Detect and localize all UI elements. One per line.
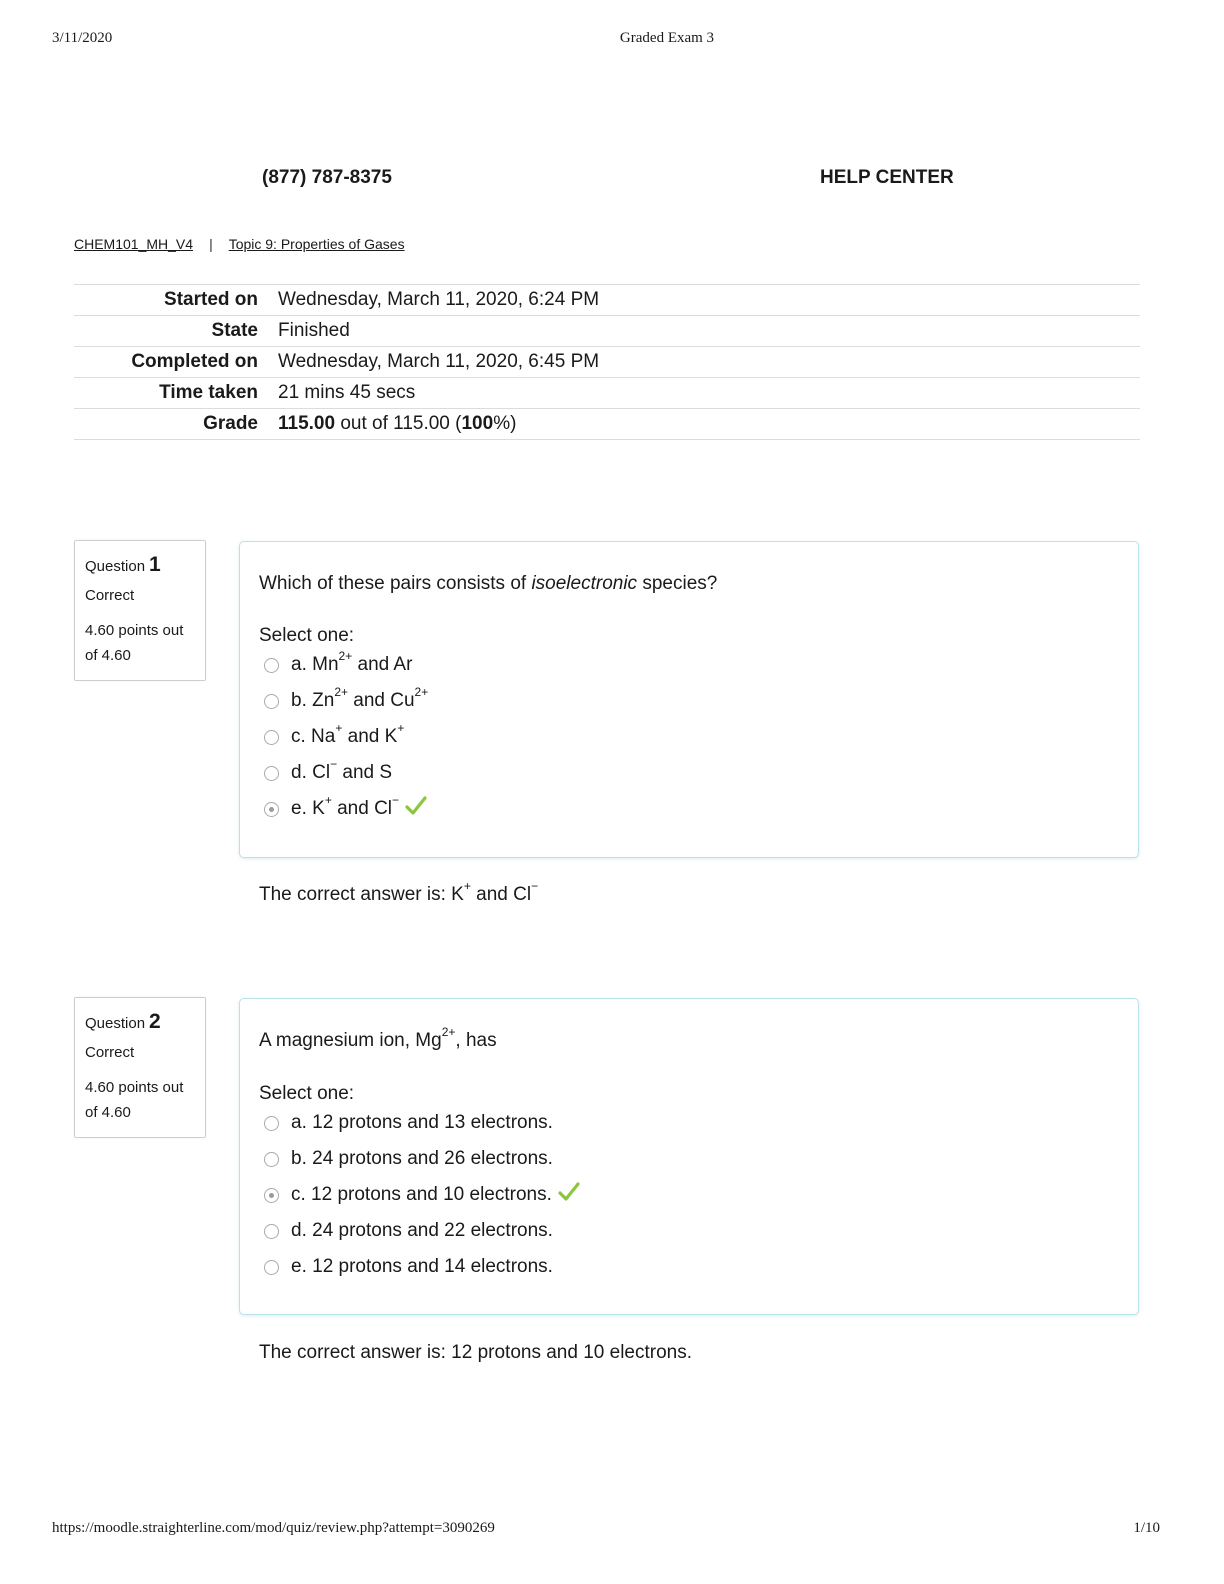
option-label: e. 12 protons and 14 electrons. xyxy=(291,1256,553,1277)
breadcrumb xyxy=(74,236,405,252)
phone-number[interactable]: (877) 787-8375 xyxy=(262,167,392,188)
summary-row-state xyxy=(74,316,1140,347)
answer-option-b[interactable] xyxy=(259,683,1119,719)
answer-option-c[interactable] xyxy=(259,1177,1119,1213)
grade-score: 115.00 xyxy=(278,413,336,434)
answer-option-a[interactable] xyxy=(259,1105,1119,1141)
select-one-label: Select one: xyxy=(259,625,355,646)
option-label: d. 24 protons and 22 electrons. xyxy=(291,1220,553,1241)
question-points: 4.60 points out of 4.60 xyxy=(85,1078,184,1121)
radio-button[interactable] xyxy=(264,1260,279,1275)
answer-option-e[interactable] xyxy=(259,1249,1119,1285)
answer-option-e[interactable] xyxy=(259,791,1119,827)
radio-button[interactable] xyxy=(264,766,279,781)
answer-option-b[interactable] xyxy=(259,1141,1119,1177)
completed-on-label: Completed on xyxy=(74,347,278,378)
attempt-summary-table xyxy=(74,284,1140,440)
select-one-label: Select one: xyxy=(259,1083,355,1104)
state-value: Finished xyxy=(278,316,1140,347)
summary-row-started xyxy=(74,285,1140,316)
answer-option-a[interactable] xyxy=(259,647,1119,683)
question-card-1 xyxy=(239,541,1139,858)
summary-row-time xyxy=(74,378,1140,409)
question-text-emphasis: isoelectronic xyxy=(531,573,638,594)
grade-out-of: out of 115.00 ( xyxy=(335,413,462,434)
question-state: Correct xyxy=(85,587,135,605)
answer-option-d[interactable] xyxy=(259,1213,1119,1249)
question-number: 1 xyxy=(149,553,161,576)
grade-label: Grade xyxy=(74,409,278,440)
grade-value xyxy=(278,409,1140,440)
option-label: b. $Zn^{2+}$ and $Cu^{2+}$ xyxy=(291,684,429,711)
answer-option-c[interactable] xyxy=(259,719,1119,755)
question-label: Question xyxy=(85,558,146,575)
print-title: Graded Exam 3 xyxy=(619,30,715,46)
question-text: Which of these pairs consists of isoelectronic species? xyxy=(259,573,718,594)
completed-on-value: Wednesday, March 11, 2020, 6:45 PM xyxy=(278,347,1140,378)
question-text: A magnesium ion, $Mg^{2+}$, has xyxy=(259,1024,497,1051)
option-label: a. $Mn^{2+}$ and Ar xyxy=(291,648,413,675)
radio-button[interactable] xyxy=(264,730,279,745)
breadcrumb-topic-link[interactable]: Topic 9: Properties of Gases xyxy=(228,236,405,252)
print-date: 3/11/2020 xyxy=(52,30,113,46)
breadcrumb-course-link[interactable]: CHEM101_MH_V4 xyxy=(74,236,194,252)
time-taken-value: 21 mins 45 secs xyxy=(278,378,1140,409)
radio-button[interactable] xyxy=(264,1152,279,1167)
correct-answer-1: The correct answer is: K+ and Cl− xyxy=(259,878,539,905)
grade-tail: %) xyxy=(493,413,517,434)
correct-answer-2: The correct answer is: 12 protons and 10 electrons. xyxy=(259,1342,693,1363)
question-card-2 xyxy=(239,998,1139,1315)
answer-option-d[interactable] xyxy=(259,755,1119,791)
breadcrumb-separator: | xyxy=(209,236,213,252)
grade-percent: 100 xyxy=(461,413,494,434)
question-info-2 xyxy=(74,997,206,1138)
check-icon xyxy=(558,1182,580,1208)
option-label: e. K+ and Cl− xyxy=(291,792,400,819)
option-label: a. 12 protons and 13 electrons. xyxy=(291,1112,553,1133)
option-label: d. Cl− and S xyxy=(291,756,393,783)
question-label: Question xyxy=(85,1015,146,1032)
print-page-number: 1/10 xyxy=(1133,1520,1160,1536)
summary-row-completed xyxy=(74,347,1140,378)
check-icon xyxy=(405,796,427,822)
radio-button[interactable] xyxy=(264,1224,279,1239)
time-taken-label: Time taken xyxy=(74,378,278,409)
radio-button[interactable] xyxy=(264,658,279,673)
radio-button-selected[interactable] xyxy=(264,802,279,817)
option-label: c. 12 protons and 10 electrons. xyxy=(291,1184,552,1205)
radio-button-selected[interactable] xyxy=(264,1188,279,1203)
question-number: 2 xyxy=(149,1010,161,1033)
state-label: State xyxy=(74,316,278,347)
question-info-1 xyxy=(74,540,206,681)
summary-row-grade xyxy=(74,409,1140,440)
radio-button[interactable] xyxy=(264,1116,279,1131)
option-label: b. 24 protons and 26 electrons. xyxy=(291,1148,553,1169)
question-points: 4.60 points out of 4.60 xyxy=(85,621,184,664)
question-state: Correct xyxy=(85,1044,135,1062)
print-url: https://moodle.straighterline.com/mod/quiz/review.php?attempt=3090269 xyxy=(52,1520,495,1536)
started-on-value: Wednesday, March 11, 2020, 6:24 PM xyxy=(278,285,1140,316)
started-on-label: Started on xyxy=(74,285,278,316)
option-label: c. Na+ and K+ xyxy=(291,720,405,747)
radio-button[interactable] xyxy=(264,694,279,709)
help-center-link[interactable]: HELP CENTER xyxy=(820,167,954,188)
